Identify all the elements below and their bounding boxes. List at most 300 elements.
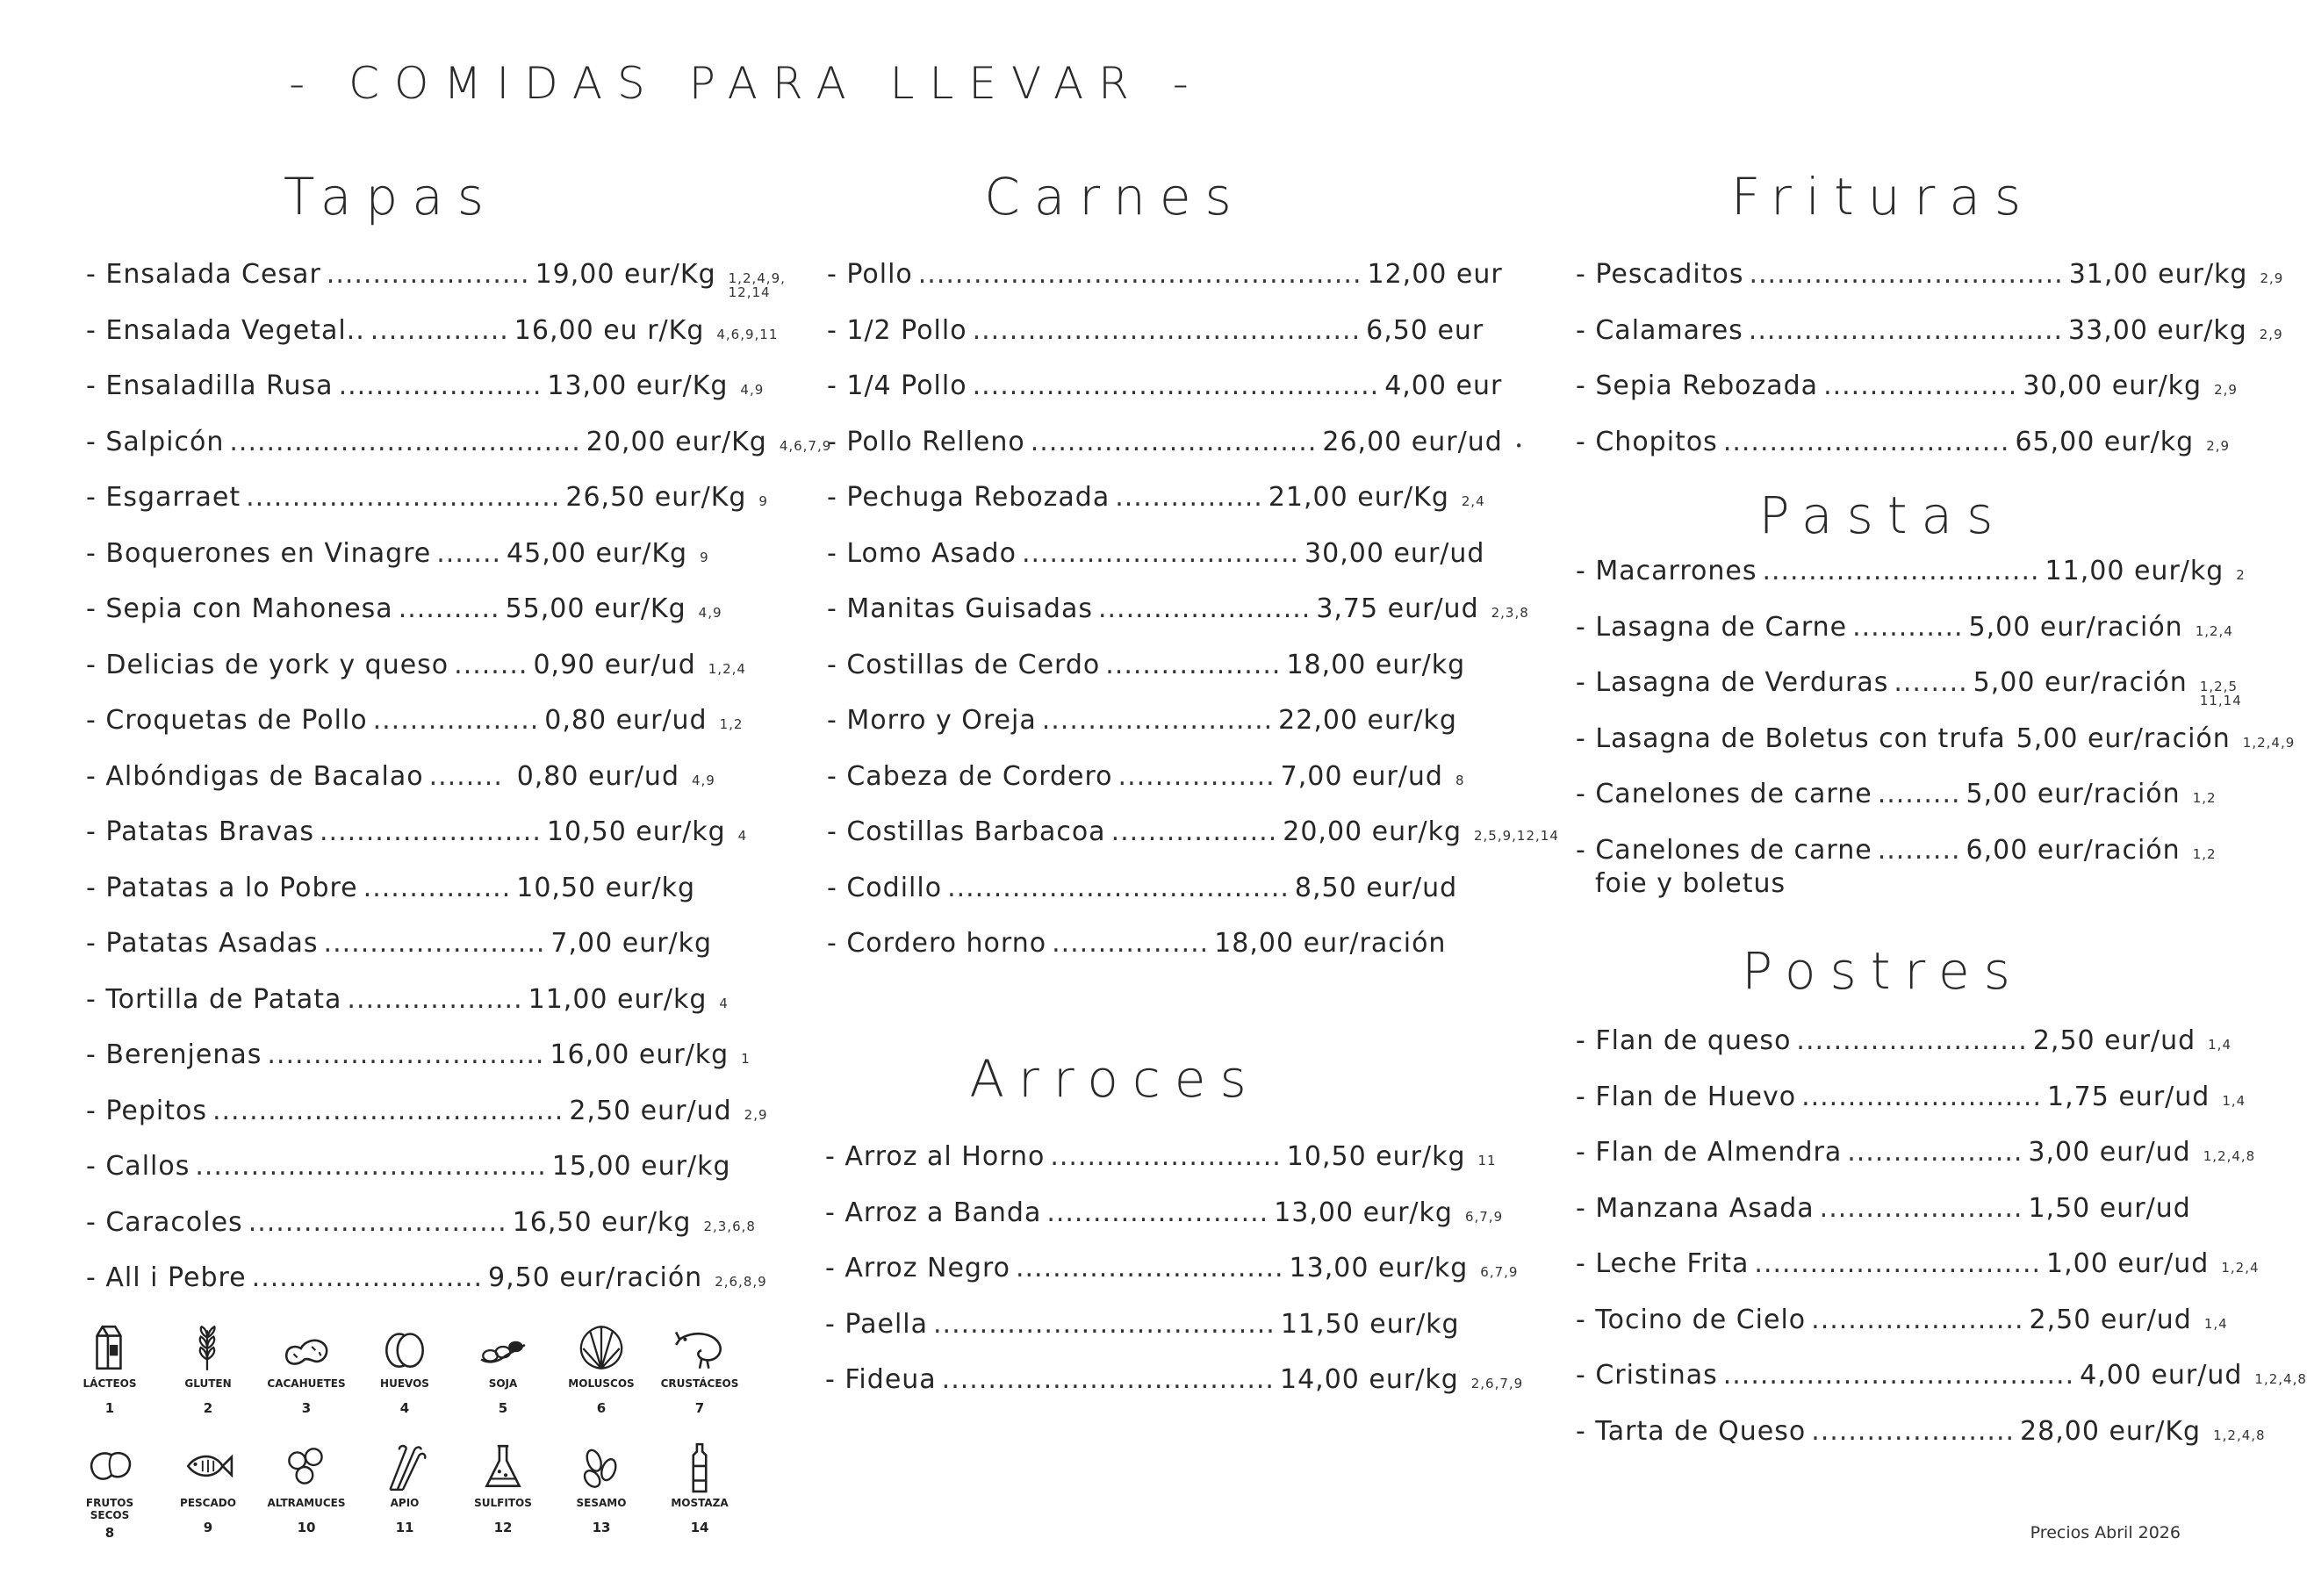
item-name: - Costillas de Cerdo xyxy=(827,649,1101,680)
item-leader-dots: ......................... xyxy=(1796,1025,2028,1056)
item-allergens: 2,9 xyxy=(2260,270,2284,286)
allergen-item xyxy=(553,1321,650,1416)
item-name: - Arroz al Horno xyxy=(825,1141,1046,1172)
item-name: - Lasagna de Carne xyxy=(1576,611,1848,643)
item-allergens: 1,2,4,8 xyxy=(2213,1427,2266,1443)
menu-item xyxy=(827,482,1485,526)
menu-item xyxy=(827,816,1559,860)
item-allergens: 2,5,9,12,14 xyxy=(1473,828,1559,844)
item-leader-dots: ........ xyxy=(454,649,528,680)
item-allergens: 1,2,4 xyxy=(708,660,746,677)
menu-item xyxy=(827,705,1468,749)
item-price: 18,00 eur/kg xyxy=(1286,649,1466,680)
allergen-number: 5 xyxy=(498,1400,508,1416)
item-leader-dots: .............................. xyxy=(267,1039,545,1070)
item-name: - Lasagna de Boletus con trufa xyxy=(1576,723,2006,754)
menu-item xyxy=(1576,723,2296,767)
item-leader-dots: ......................... xyxy=(1050,1141,1282,1172)
item-price: 11,00 eur/kg xyxy=(2045,556,2224,586)
item-name: - Arroz a Banda xyxy=(825,1197,1042,1228)
item-price: 31,00 eur/kg xyxy=(2068,259,2248,290)
item-leader-dots: ............ xyxy=(1852,611,1964,643)
item-price: 5,00 eur/ración xyxy=(1966,779,2181,809)
item-leader-dots: .................................. xyxy=(246,482,561,513)
item-allergens: 1,2,5 11,14 xyxy=(2199,679,2242,708)
item-price: 21,00 eur/Kg xyxy=(1268,482,1449,513)
item-price: 0,90 eur/ud xyxy=(533,649,696,680)
menu-item xyxy=(827,259,1503,303)
allergen-item xyxy=(651,1321,748,1416)
item-allergens: 4 xyxy=(737,828,748,844)
item-leader-dots: ................... xyxy=(1105,649,1282,680)
item-leader-dots: ............................... xyxy=(1722,426,2010,457)
menu-item xyxy=(86,761,753,805)
item-leader-dots: .............................. xyxy=(1021,537,1300,569)
item-price: 18,00 eur/ración xyxy=(1214,928,1447,959)
item-allergens: 1,2,4,8 xyxy=(2203,1148,2256,1164)
menu-item xyxy=(825,1141,1497,1185)
allergen-label: APIO xyxy=(390,1497,420,1509)
item-price: 3,75 eur/ud xyxy=(1316,593,1479,624)
allergen-number: 10 xyxy=(297,1520,316,1535)
allergen-item xyxy=(160,1321,256,1416)
item-leader-dots: ............................ xyxy=(248,1206,507,1238)
menu-item xyxy=(825,1364,1524,1408)
section-title-postres: Postres xyxy=(1742,941,2024,1001)
milk-carton-icon xyxy=(61,1321,158,1374)
item-name: - Cabeza de Cordero xyxy=(827,760,1113,792)
item-name: - Esgarraet xyxy=(86,482,241,513)
item-leader-dots: ..................................... xyxy=(933,1308,1276,1340)
item-allergens: • xyxy=(1514,437,1524,454)
item-name: - Ensalada Cesar xyxy=(86,259,321,290)
item-leader-dots: ..................... xyxy=(1823,370,2018,401)
item-price: 3,00 eur/ud xyxy=(2028,1137,2191,1168)
item-allergens: 1,2,4,8 xyxy=(2254,1371,2307,1387)
allergen-item xyxy=(455,1321,551,1416)
menu-item xyxy=(86,482,768,526)
item-allergens: 8 xyxy=(1455,772,1465,788)
item-allergens: 2,9 xyxy=(2214,382,2238,398)
allergen-label: HUEVOS xyxy=(380,1377,429,1390)
mustard-bottle-icon xyxy=(651,1441,748,1493)
item-name: - Boquerones en Vinagre xyxy=(86,537,432,569)
item-leader-dots: ...................................... xyxy=(212,1095,564,1126)
egg-icon xyxy=(356,1321,453,1374)
item-name: - Lomo Asado xyxy=(827,537,1017,569)
item-name: - Manzana Asada xyxy=(1576,1192,1815,1224)
item-price: 5,00 eur/ración xyxy=(1968,611,2183,643)
item-name: - Canelones de carne xyxy=(1576,779,1872,809)
item-name: - Pechuga Rebozada xyxy=(827,482,1110,513)
item-allergens: 1 xyxy=(741,1051,751,1067)
item-price: 13,00 eur/Kg xyxy=(547,370,729,401)
item-name: - Sepia con Mahonesa xyxy=(86,593,393,624)
item-allergens: 1,2,4 xyxy=(2221,1260,2260,1276)
item-allergens: 1,2,4,9, 12,14 xyxy=(728,270,786,300)
item-name: - Caracoles xyxy=(86,1206,243,1238)
item-allergens: 1,2 xyxy=(719,716,744,732)
menu-item xyxy=(1576,556,2246,600)
menu-item xyxy=(1576,1025,2230,1069)
menu-item xyxy=(86,1206,756,1251)
allergen-number: 4 xyxy=(399,1400,410,1416)
menu-item xyxy=(827,650,1468,694)
menu-item xyxy=(1576,1360,2307,1404)
item-price: 0,80 eur/ud xyxy=(516,760,679,792)
item-price: 5,00 eur/ración xyxy=(1973,667,2188,698)
item-allergens: 4 xyxy=(719,995,729,1011)
item-allergens: 4,6,7,9 xyxy=(779,437,832,454)
item-leader-dots: ............................... xyxy=(1030,426,1318,457)
item-name: - 1/4 Pollo xyxy=(827,370,967,401)
item-price: 11,50 eur/kg xyxy=(1280,1308,1460,1340)
item-allergens: 1,4 xyxy=(2203,1315,2228,1332)
item-name: - Patatas Asadas xyxy=(86,928,319,959)
item-price: 4,00 eur/ud xyxy=(2080,1360,2243,1391)
menu-item xyxy=(827,761,1468,805)
item-leader-dots: ........................ xyxy=(323,928,546,959)
allergen-label: GLUTEN xyxy=(184,1377,232,1390)
menu-item xyxy=(825,1197,1504,1241)
item-price: 10,50 eur/kg xyxy=(546,816,726,847)
item-leader-dots: .......................................... xyxy=(972,314,1362,346)
menu-item xyxy=(86,1095,768,1139)
menu-item xyxy=(86,370,765,414)
menu-item xyxy=(827,426,1524,471)
item-leader-dots: ............... xyxy=(370,314,509,346)
section-title-arroces: Arroces xyxy=(969,1049,1261,1109)
item-price: 22,00 eur/kg xyxy=(1278,705,1457,736)
item-price: 16,00 eur/kg xyxy=(550,1039,729,1070)
item-leader-dots: ......................... xyxy=(1041,705,1274,736)
item-allergens: 9 xyxy=(700,549,709,565)
section-title-carnes: Carnes xyxy=(984,167,1246,226)
item-allergens: 11 xyxy=(1477,1153,1497,1168)
item-price: 2,50 eur/ud xyxy=(2032,1025,2196,1056)
item-name: - Croquetas de Pollo xyxy=(86,705,368,736)
item-name: - Flan de Almendra xyxy=(1576,1137,1843,1168)
item-leader-dots: ............................... xyxy=(1754,1248,2042,1279)
menu-item xyxy=(827,873,1468,917)
item-allergens: 4,6,9,11 xyxy=(716,326,779,342)
item-name: - Pescaditos xyxy=(1576,259,1744,290)
item-leader-dots: .......................... xyxy=(1801,1081,2043,1112)
item-name: - Lasagna de Verduras xyxy=(1576,667,1889,698)
item-name: - Sepia Rebozada xyxy=(1576,370,1819,401)
item-leader-dots: ......... xyxy=(1877,779,1961,809)
allergen-item xyxy=(258,1321,355,1416)
item-allergens: 2,6,7,9 xyxy=(1470,1376,1524,1392)
item-allergens: 1,2 xyxy=(2192,845,2217,862)
item-name: - Pepitos xyxy=(86,1095,207,1126)
item-price: 13,00 eur/kg xyxy=(1289,1253,1469,1284)
item-allergens: 2,9 xyxy=(744,1106,768,1123)
item-price: 0,80 eur/ud xyxy=(544,705,708,736)
menu-item xyxy=(86,1151,753,1195)
allergen-label: PESCADO xyxy=(180,1497,236,1509)
item-price: 1,00 eur/ud xyxy=(2046,1248,2210,1279)
item-leader-dots: ................................................ xyxy=(917,259,1362,290)
page-title: - COMIDAS PARA LLEVAR - xyxy=(289,58,1204,109)
menu-item xyxy=(825,1309,1475,1353)
menu-item xyxy=(1576,611,2233,656)
allergen-label: ALTRAMUCES xyxy=(267,1497,346,1509)
item-price: 13,00 eur/kg xyxy=(1274,1197,1453,1228)
allergen-legend xyxy=(61,1321,773,1576)
item-leader-dots: ................... xyxy=(347,983,523,1015)
item-price: 14,00 eur/kg xyxy=(1279,1364,1459,1396)
item-price: 2,50 eur/ud xyxy=(569,1095,732,1126)
allergen-number: 14 xyxy=(690,1520,709,1535)
menu-item xyxy=(1576,667,2242,711)
item-price: 30,00 eur/kg xyxy=(2023,370,2203,401)
peanut-icon xyxy=(258,1321,355,1374)
item-name: - Patatas Bravas xyxy=(86,816,315,847)
menu-item xyxy=(86,1262,767,1306)
item-name: - Albóndigas de Bacalao xyxy=(86,760,424,792)
item-allergens: 1,2 xyxy=(2192,790,2217,806)
item-leader-dots: .................. xyxy=(1110,816,1278,847)
menu-item xyxy=(1576,1305,2230,1348)
sesame-icon xyxy=(553,1441,650,1493)
allergen-item xyxy=(258,1441,355,1535)
allergen-item xyxy=(455,1441,551,1535)
item-allergens: 1,2,4,9 xyxy=(2242,734,2296,751)
menu-item xyxy=(1576,779,2230,823)
item-allergens: 2 xyxy=(2236,567,2246,583)
allergen-label: SOJA xyxy=(488,1377,518,1390)
item-name: - All i Pebre xyxy=(86,1262,247,1293)
item-allergens: 4,9 xyxy=(698,605,722,621)
item-name: - Macarrones xyxy=(1576,556,1757,586)
item-price: 5,00 eur/ración xyxy=(2016,723,2231,754)
item-allergens: 6,7,9 xyxy=(1480,1264,1519,1281)
menu-item xyxy=(86,705,753,749)
item-allergens: 2,3,6,8 xyxy=(703,1218,756,1234)
allergen-label: SULFITOS xyxy=(474,1497,532,1509)
menu-item xyxy=(1576,1137,2256,1181)
item-name: - Arroz Negro xyxy=(825,1253,1010,1284)
item-leader-dots: ...................... xyxy=(326,259,530,290)
item-leader-dots: ..................................... xyxy=(947,872,1290,903)
shrimp-icon xyxy=(651,1321,748,1374)
item-price: 7,00 eur/kg xyxy=(550,928,713,959)
item-allergens: 1,2,4 xyxy=(2195,622,2233,639)
allergen-item xyxy=(160,1441,256,1535)
item-name: - Canelones de carne xyxy=(1576,834,1872,866)
item-name: - Pollo Relleno xyxy=(827,426,1025,457)
item-name: - Cordero horno xyxy=(827,928,1047,959)
allergen-label: MOSTAZA xyxy=(671,1497,729,1509)
item-name: - Callos xyxy=(86,1151,190,1182)
celery-icon xyxy=(356,1441,453,1493)
fish-icon xyxy=(160,1441,256,1493)
allergen-label: CRUSTÁCEOS xyxy=(660,1377,739,1390)
item-leader-dots: ............................................ xyxy=(972,370,1380,401)
item-price: 16,00 eu r/Kg xyxy=(514,314,705,346)
item-name: - 1/2 Pollo xyxy=(827,314,967,346)
wheat-icon xyxy=(160,1321,256,1374)
menu-item xyxy=(1576,259,2284,303)
item-name: - Tocino de Cielo xyxy=(1576,1304,1807,1335)
item-allergens: 6,7,9 xyxy=(1464,1208,1504,1225)
item-name: - Costillas Barbacoa xyxy=(827,816,1106,847)
item-price: 9,50 eur/ración xyxy=(488,1262,703,1293)
menu-item xyxy=(1576,834,2230,899)
item-leader-dots: ...................... xyxy=(338,370,543,401)
item-allergens: 9 xyxy=(758,493,768,509)
menu-item xyxy=(86,650,753,694)
item-name: - Morro y Oreja xyxy=(827,705,1037,736)
allergen-number: 2 xyxy=(203,1400,213,1416)
item-name: - Ensaladilla Rusa xyxy=(86,370,334,401)
allergen-number: 12 xyxy=(493,1520,513,1535)
allergen-item xyxy=(61,1321,158,1416)
item-name: - Leche Frita xyxy=(1576,1248,1750,1279)
item-name: - Calamares xyxy=(1576,314,1743,346)
item-leader-dots: ................. xyxy=(1118,760,1276,792)
item-name: - Berenjenas xyxy=(86,1039,262,1070)
item-leader-dots: ................... xyxy=(1847,1137,2023,1168)
allergen-label: SESAMO xyxy=(576,1497,627,1509)
item-name: - Manitas Guisadas xyxy=(827,593,1093,624)
item-price: 1,50 eur/ud xyxy=(2028,1192,2191,1224)
item-name: - Salpicón xyxy=(86,426,225,457)
menu-item xyxy=(86,426,832,471)
item-name: - Flan de queso xyxy=(1576,1025,1792,1056)
item-leader-dots: ................ xyxy=(363,872,512,903)
section-title-frituras: Frituras xyxy=(1730,167,2036,226)
item-leader-dots: ........................ xyxy=(320,816,542,847)
allergen-number: 6 xyxy=(596,1400,607,1416)
item-price: 19,00 eur/Kg xyxy=(535,259,716,290)
menu-item xyxy=(86,816,753,860)
item-leader-dots: ...................... xyxy=(1819,1192,2023,1224)
item-name: - Chopitos xyxy=(1576,426,1718,457)
allergen-number: 8 xyxy=(104,1525,115,1541)
item-allergens: 1,4 xyxy=(2208,1037,2232,1053)
allergen-number: 13 xyxy=(592,1520,611,1535)
item-price: 33,00 eur/kg xyxy=(2068,314,2247,346)
item-price: 55,00 eur/Kg xyxy=(505,593,686,624)
item-allergens: 2,9 xyxy=(2259,326,2283,342)
allergen-number: 1 xyxy=(104,1400,115,1416)
item-leader-dots: ................. xyxy=(1052,928,1210,959)
menu-item xyxy=(86,259,786,303)
item-leader-dots: .................................... xyxy=(941,1364,1275,1396)
menu-item xyxy=(827,593,1529,637)
item-name: - Ensalada Vegetal.. xyxy=(86,314,365,346)
item-subline: foie y boletus xyxy=(1595,867,1786,899)
item-name: - Flan de Huevo xyxy=(1576,1081,1797,1112)
item-price: 8,50 eur/ud xyxy=(1294,872,1458,903)
allergen-item xyxy=(61,1441,158,1541)
allergen-item xyxy=(356,1441,453,1535)
item-price: 20,00 eur/kg xyxy=(1283,816,1462,847)
item-price: 30,00 eur/ud xyxy=(1304,537,1485,569)
lupin-icon xyxy=(258,1441,355,1493)
item-leader-dots: .................................. xyxy=(1749,259,2064,290)
item-leader-dots: ......... xyxy=(1877,834,1961,866)
menu-item xyxy=(86,314,779,359)
item-leader-dots: .................. xyxy=(372,705,540,736)
allergen-label: LÁCTEOS xyxy=(83,1377,137,1390)
item-leader-dots: .................................. xyxy=(1748,314,2064,346)
menu-item xyxy=(86,1039,753,1083)
menu-item xyxy=(86,538,753,582)
item-allergens: 2,6,8,9 xyxy=(715,1274,767,1290)
soy-icon xyxy=(455,1321,551,1374)
item-price: 2,50 eur/ud xyxy=(2029,1304,2192,1335)
item-price: 10,50 eur/kg xyxy=(516,872,695,903)
item-price: 6,00 eur/ración xyxy=(1966,834,2181,866)
item-leader-dots: ................ xyxy=(1115,482,1263,513)
item-allergens: 2,3,8 xyxy=(1491,605,1529,621)
item-leader-dots: .............................. xyxy=(1762,556,2040,586)
allergen-item xyxy=(356,1321,453,1416)
menu-item xyxy=(1576,314,2283,359)
menu-item xyxy=(86,873,753,917)
menu-item xyxy=(1576,1415,2266,1460)
menu-item xyxy=(827,370,1503,414)
item-allergens: 2,9 xyxy=(2206,437,2231,454)
item-allergens: 4,9 xyxy=(692,772,715,788)
item-leader-dots: ...................... xyxy=(1811,1415,2016,1447)
item-leader-dots: ...................................... xyxy=(229,426,581,457)
allergen-label: FRUTOS SECOS xyxy=(85,1497,134,1521)
menu-item xyxy=(1576,427,2256,471)
menu-item xyxy=(1576,370,2256,414)
allergen-label: MOLUSCOS xyxy=(568,1377,635,1390)
allergen-number: 7 xyxy=(694,1400,705,1416)
item-leader-dots: ...................................... xyxy=(195,1151,547,1182)
prices-date-note: Precios Abril 2026 xyxy=(2030,1523,2181,1542)
item-name: - Tarta de Queso xyxy=(1576,1415,1807,1447)
shell-icon xyxy=(553,1321,650,1374)
item-name: - Fideua xyxy=(825,1364,937,1396)
item-name: - Pollo xyxy=(827,259,913,290)
item-price: 6,50 eur xyxy=(1366,314,1484,346)
item-leader-dots: ........... xyxy=(398,593,500,624)
item-leader-dots: ............................. xyxy=(1015,1253,1284,1284)
nuts-icon xyxy=(61,1441,158,1493)
item-leader-dots: ........ xyxy=(428,760,503,792)
section-title-pastas: Pastas xyxy=(1758,485,2008,545)
item-price: 11,00 eur/kg xyxy=(528,983,708,1015)
item-leader-dots: ....................... xyxy=(1811,1304,2024,1335)
item-name: - Patatas a lo Pobre xyxy=(86,872,358,903)
item-allergens: 2,4 xyxy=(1461,493,1485,509)
item-leader-dots: ......................... xyxy=(251,1262,484,1293)
menu-item xyxy=(86,593,753,637)
item-price: 65,00 eur/kg xyxy=(2015,426,2195,457)
menu-item xyxy=(827,314,1484,359)
item-price: 7,00 eur/ud xyxy=(1280,760,1443,792)
item-name: - Delicias de york y queso xyxy=(86,649,449,680)
allergen-number: 3 xyxy=(301,1400,312,1416)
section-title-tapas: Tapas xyxy=(284,167,498,226)
item-price: 20,00 eur/Kg xyxy=(586,426,767,457)
item-price: 28,00 eur/Kg xyxy=(2020,1415,2202,1447)
allergen-label: CACAHUETES xyxy=(267,1377,346,1390)
menu-item xyxy=(1576,1193,2230,1237)
item-name: - Paella xyxy=(825,1308,928,1340)
item-price: 10,50 eur/kg xyxy=(1286,1141,1466,1172)
item-leader-dots: ....................... xyxy=(1097,593,1312,624)
item-price: 15,00 eur/kg xyxy=(551,1151,731,1182)
item-price: 26,50 eur/Kg xyxy=(565,482,747,513)
